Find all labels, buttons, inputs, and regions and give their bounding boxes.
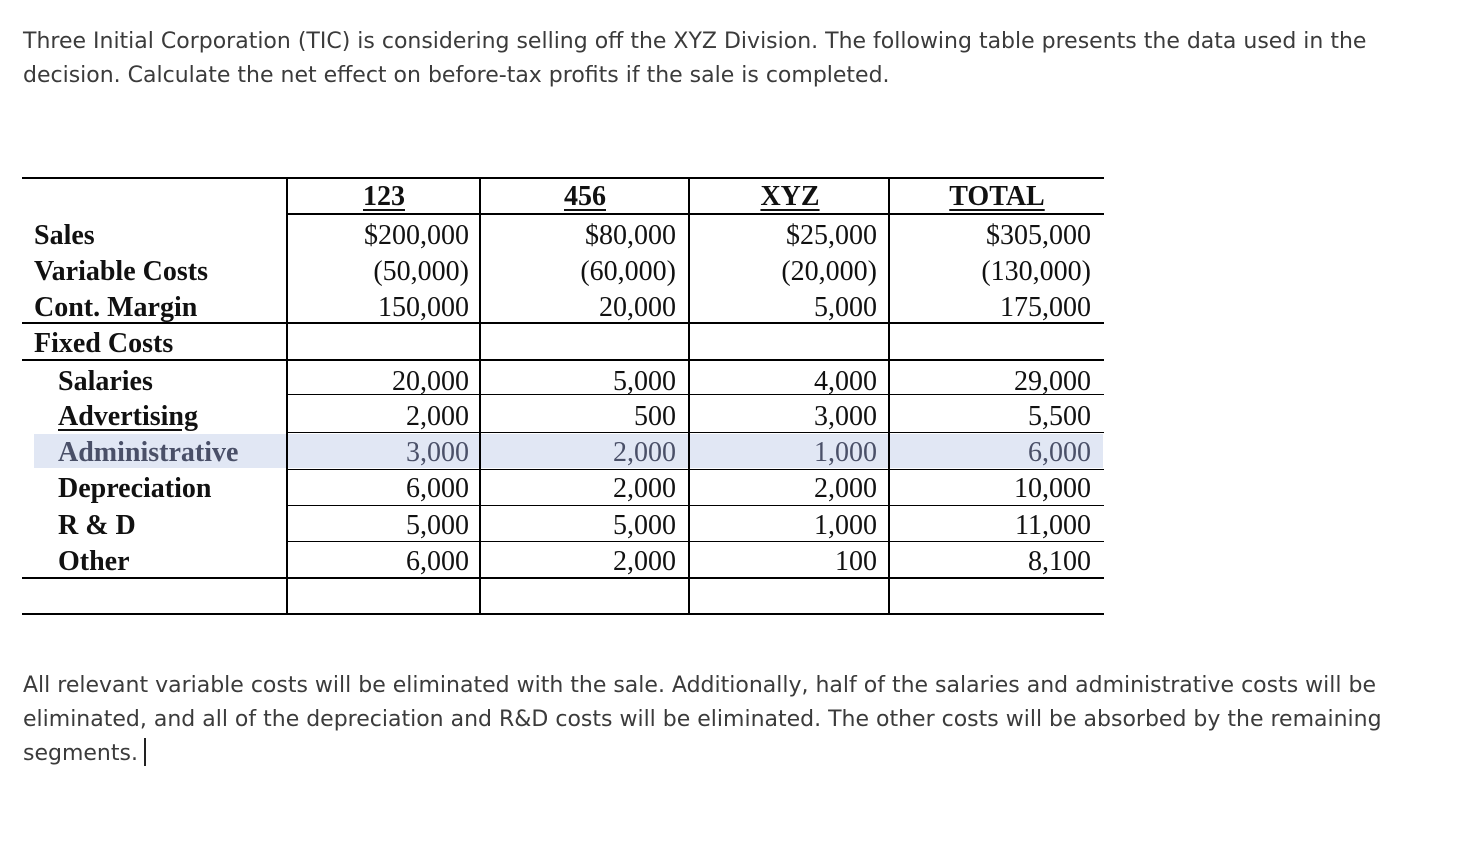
table-cell: 20,000 [599, 292, 676, 323]
row-label-other: Other [58, 546, 130, 577]
table-cell: 2,000 [613, 546, 676, 577]
table-cell: (60,000) [580, 256, 676, 287]
problem-statement: Three Initial Corporation (TIC) is considering selling off the XYZ Division. The following table presents the data used in the decision. Calculate the net effect on before-tax profits if the sale is completed. [23, 29, 1367, 88]
table-rule [22, 577, 1104, 579]
column-header: XYZ [760, 181, 820, 212]
table-cell: 20,000 [392, 366, 469, 397]
assumptions-text: All relevant variable costs will be eliminated with the sale. Additionally, half of the salaries and administrative costs will be eliminated, and all of the depreciation and R&D costs will be eliminated. The other costs will be absorbed by the remaining segments. [23, 673, 1382, 766]
row-label-depreciation: Depreciation [58, 473, 212, 504]
table-cell: 3,000 [406, 437, 469, 468]
table-cell: 5,000 [613, 510, 676, 541]
table-cell: 6,000 [1028, 437, 1091, 468]
table-cell: $305,000 [986, 220, 1091, 251]
table-cell: 29,000 [1014, 366, 1091, 397]
row-label-advertising: Advertising [58, 401, 198, 432]
row-label-variable-costs: Variable Costs [34, 256, 208, 287]
table-cell: 1,000 [814, 437, 877, 468]
table-column-rule [286, 177, 288, 615]
table-cell: 8,100 [1028, 546, 1091, 577]
table-cell: 5,000 [814, 292, 877, 323]
row-label-r-and-d: R & D [58, 510, 136, 541]
table-cell: 2,000 [613, 473, 676, 504]
column-header: 123 [363, 181, 405, 212]
table-cell: 10,000 [1014, 473, 1091, 504]
table-cell: 5,500 [1028, 401, 1091, 432]
row-label-administrative: Administrative [58, 437, 239, 468]
table-cell: $25,000 [786, 220, 877, 251]
table-column-rule [479, 177, 481, 615]
table-cell: (130,000) [981, 256, 1091, 287]
table-cell: 100 [835, 546, 877, 577]
row-label-sales: Sales [34, 220, 95, 251]
column-header: TOTAL [949, 181, 1045, 212]
table-cell: 5,000 [613, 366, 676, 397]
table-cell: 6,000 [406, 546, 469, 577]
row-label-salaries: Salaries [58, 366, 153, 397]
text-caret [144, 738, 146, 766]
table-cell: 150,000 [378, 292, 469, 323]
assumptions-note[interactable] [23, 669, 1443, 771]
table-cell: $80,000 [585, 220, 676, 251]
table-cell: 3,000 [814, 401, 877, 432]
table-cell: 2,000 [406, 401, 469, 432]
table-column-rule [888, 177, 890, 615]
table-cell: 4,000 [814, 366, 877, 397]
table-cell: (20,000) [781, 256, 877, 287]
table-cell: 5,000 [406, 510, 469, 541]
table-cell: 500 [634, 401, 676, 432]
table-rule [22, 359, 1104, 361]
table-cell: 175,000 [1000, 292, 1091, 323]
table-rule [22, 613, 1104, 615]
table-cell: 11,000 [1015, 510, 1091, 541]
row-label-fixed-costs: Fixed Costs [34, 328, 174, 359]
row-label-cont-margin: Cont. Margin [34, 292, 198, 323]
table-cell: $200,000 [364, 220, 469, 251]
table-cell: 2,000 [814, 473, 877, 504]
table-cell: 1,000 [814, 510, 877, 541]
table-cell: 6,000 [406, 473, 469, 504]
table-cell: (50,000) [373, 256, 469, 287]
table-column-rule [688, 177, 690, 615]
table-cell: 2,000 [613, 437, 676, 468]
column-header: 456 [564, 181, 606, 212]
